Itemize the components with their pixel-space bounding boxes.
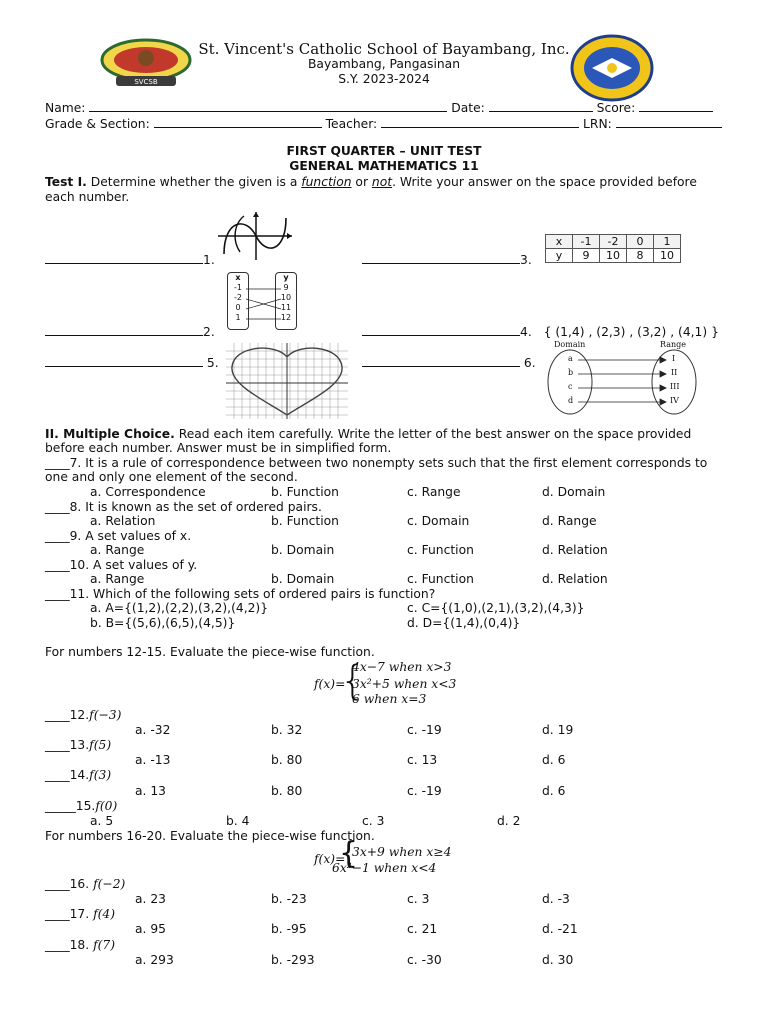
item1-graph <box>216 210 294 262</box>
item4-number: 4. <box>520 325 532 339</box>
q13-choice-d: d. 6 <box>542 753 566 767</box>
q7-text: ____7. It is a rule of correspondence between two nonempty sets such that the first element corresponds to <box>45 456 708 470</box>
pw2-case2: 6x²−1 when x<4 <box>332 861 437 875</box>
q12-f: f(−3) <box>89 708 122 722</box>
test2-instructions-line2: before each number. Answer must be in simplified form. <box>45 441 392 455</box>
q17-choice-b: b. -95 <box>271 922 307 936</box>
mapping-y-val: 10 <box>280 293 292 302</box>
item2-answer[interactable] <box>45 324 203 336</box>
school-year: S.Y. 2023-2024 <box>338 72 430 86</box>
lrn-label: LRN: <box>583 117 612 131</box>
score-label: Score: <box>596 101 636 115</box>
range-1: I <box>672 354 676 363</box>
test-subtitle: GENERAL MATHEMATICS 11 <box>289 159 479 173</box>
q14-text: ____14. <box>45 768 90 782</box>
q16-choice-a: a. 23 <box>135 892 167 906</box>
q12-choice-d: d. 19 <box>542 723 574 737</box>
test1-instructions <box>45 175 697 190</box>
mapping-x-head: x <box>235 273 241 282</box>
domain-a: a <box>568 354 573 363</box>
q18-choice-b: b. -293 <box>271 953 315 967</box>
q9-choice-a: a. Range <box>90 543 145 557</box>
q7-choice-c: c. Range <box>407 485 461 499</box>
mapping-y-head: y <box>283 273 289 282</box>
item4-row <box>362 324 719 340</box>
q12-choice-c: c. -19 <box>407 723 442 737</box>
school-location: Bayambang, Pangasinan <box>308 57 460 71</box>
name-field[interactable] <box>89 100 447 112</box>
mapping-x-val: -1 <box>234 283 242 292</box>
item1-answer[interactable] <box>45 252 203 264</box>
q17-f: f(4) <box>93 907 116 921</box>
table-row <box>546 235 681 249</box>
q15-label <box>45 799 117 814</box>
q12-choice-b: b. 32 <box>271 723 303 737</box>
test2-label: II. Multiple Choice. <box>45 427 175 441</box>
item4-set: { (1,4) , (2,3) , (3,2) , (4,1) } <box>543 325 719 339</box>
table-cell: 10 <box>654 249 681 263</box>
item5-answer[interactable] <box>45 355 203 367</box>
item6-row <box>362 355 536 371</box>
q18-choice-d: d. 30 <box>542 953 574 967</box>
range-label: Range <box>660 340 686 349</box>
item2-number: 2. <box>203 325 215 339</box>
q17-label <box>45 907 115 922</box>
q18-label <box>45 938 115 953</box>
table-cell: x <box>546 235 573 249</box>
q8-choice-d: d. Range <box>542 514 597 528</box>
pw2-fx: f(x)= <box>314 852 346 866</box>
item3-table <box>545 234 681 263</box>
pw1-intro: For numbers 12-15. Evaluate the piece-wise function. <box>45 645 375 659</box>
q16-text: ____16. <box>45 877 90 891</box>
q13-choice-a: a. -13 <box>135 753 171 767</box>
test1-instr-a: Determine whether the given is a <box>90 175 302 189</box>
q14-f: f(3) <box>89 768 112 782</box>
word-not: not <box>371 175 393 189</box>
mapping-x-val: 1 <box>235 313 241 322</box>
pw2-brace: { <box>339 836 359 871</box>
q16-f: f(−2) <box>93 877 126 891</box>
item5-heart-graph <box>226 343 348 419</box>
q11-choice-d: d. D={(1,4),(0,4)} <box>407 616 521 630</box>
q13-choice-c: c. 13 <box>407 753 438 767</box>
domain-d: d <box>568 396 574 405</box>
item6-number: 6. <box>523 356 536 370</box>
q15-f: f(0) <box>95 799 118 813</box>
name-row <box>45 100 713 116</box>
q16-choice-d: d. -3 <box>542 892 570 906</box>
pw2-intro: For numbers 16-20. Evaluate the piece-wise function. <box>45 829 375 843</box>
pw2-case1: 3x+9 when x≥4 <box>352 845 452 859</box>
item1-number: 1. <box>203 253 215 267</box>
mapping-x-val: 0 <box>235 303 241 312</box>
range-2: II <box>671 368 678 377</box>
q18-text: ____18. <box>45 938 90 952</box>
item2-row <box>45 324 215 340</box>
q12-label <box>45 708 121 723</box>
q15-text: _____15. <box>45 799 96 813</box>
table-cell: 0 <box>627 235 654 249</box>
q15-choice-b: b. 4 <box>226 814 250 828</box>
item5-row <box>45 355 219 371</box>
q10-choice-c: c. Function <box>407 572 474 586</box>
test1-instructions-line2: each number. <box>45 190 130 204</box>
q8-choice-c: c. Domain <box>407 514 470 528</box>
q13-choice-b: b. 80 <box>271 753 303 767</box>
q17-choice-c: c. 21 <box>407 922 438 936</box>
item4-answer[interactable] <box>362 324 520 336</box>
range-3: III <box>670 382 680 391</box>
date-field[interactable] <box>489 100 593 112</box>
item1-row <box>45 252 215 268</box>
item3-number: 3. <box>520 253 532 267</box>
q14-choice-c: c. -19 <box>407 784 442 798</box>
test2-instructions <box>45 427 691 442</box>
q10-text: ____10. A set values of y. <box>45 558 198 572</box>
q18-choice-a: a. 293 <box>135 953 174 967</box>
teacher-label: Teacher: <box>325 117 378 131</box>
q8-choice-a: a. Relation <box>90 514 156 528</box>
mapping-y-val: 12 <box>280 313 292 322</box>
item3-row <box>362 252 532 268</box>
q11-choice-c: c. C={(1,0),(2,1),(3,2),(4,3)} <box>407 601 585 615</box>
school-name: St. Vincent's Catholic School of Bayambang, Inc. <box>198 40 570 58</box>
table-cell: y <box>546 249 573 263</box>
q17-choice-d: d. -21 <box>542 922 578 936</box>
q13-f: f(5) <box>89 738 112 752</box>
word-function: function <box>301 175 352 189</box>
q13-text: ____13. <box>45 738 90 752</box>
q16-choice-c: c. 3 <box>407 892 430 906</box>
q7-choice-d: d. Domain <box>542 485 606 499</box>
table-cell: 8 <box>627 249 654 263</box>
item2-mapping <box>225 270 305 334</box>
q17-text: ____17. <box>45 907 90 921</box>
range-4: IV <box>670 396 679 405</box>
score-field[interactable] <box>639 100 713 112</box>
q14-choice-d: d. 6 <box>542 784 566 798</box>
test1-label: Test I. <box>45 175 87 189</box>
item6-mapping <box>542 340 702 416</box>
teacher-field[interactable] <box>381 116 579 128</box>
q7-choice-b: b. Function <box>271 485 339 499</box>
q11-text: ____11. Which of the following sets of ordered pairs is function? <box>45 587 436 601</box>
domain-c: c <box>568 382 573 391</box>
q10-choice-b: b. Domain <box>271 572 335 586</box>
test2-instr-a: Read each item carefully. Write the letter of the best answer on the space provided <box>174 427 692 441</box>
q15-choice-c: c. 3 <box>362 814 385 828</box>
q18-f: f(7) <box>93 938 116 952</box>
mapping-arrows <box>225 270 305 334</box>
grade-label: Grade & Section: <box>45 117 150 131</box>
q10-choice-a: a. Range <box>90 572 145 586</box>
q14-choice-a: a. 13 <box>135 784 167 798</box>
test1-instr-or: or <box>351 175 372 189</box>
table-row <box>546 249 681 263</box>
pw1-case3: 6 when x=3 <box>352 692 427 706</box>
pw1-fx: f(x)= <box>314 677 346 691</box>
q14-choice-b: b. 80 <box>271 784 303 798</box>
q9-text: ____9. A set values of x. <box>45 529 192 543</box>
q15-choice-a: a. 5 <box>90 814 114 828</box>
mapping-y-val: 9 <box>283 283 289 292</box>
test-title: FIRST QUARTER – UNIT TEST <box>286 144 482 158</box>
item3-answer[interactable] <box>362 252 520 264</box>
pw1-brace: { <box>340 658 366 704</box>
q8-choice-b: b. Function <box>271 514 339 528</box>
lrn-field[interactable] <box>616 116 722 128</box>
pw1-case1: 4x−7 when x>3 <box>352 660 452 674</box>
domain-label: Domain <box>554 340 586 349</box>
q9-choice-b: b. Domain <box>271 543 335 557</box>
domain-b: b <box>568 368 574 377</box>
q7-text2: one and only one element of the second. <box>45 470 298 484</box>
svg-text:SVCSB: SVCSB <box>134 78 158 86</box>
mapping-x-val: -2 <box>234 293 242 302</box>
table-cell: 10 <box>600 249 627 263</box>
item6-answer[interactable] <box>362 355 520 367</box>
q11-choice-b: b. B={(5,6),(6,5),(4,5)} <box>90 616 236 630</box>
q11-choice-a: a. A={(1,2),(2,2),(3,2),(4,2)} <box>90 601 269 615</box>
test1-instr-b: . Write your answer on the space provided before <box>392 175 697 189</box>
grade-row <box>45 116 722 132</box>
pw1-case2: 3x²+5 when x<3 <box>352 677 457 691</box>
q15-choice-d: d. 2 <box>497 814 521 828</box>
q17-choice-a: a. 95 <box>135 922 167 936</box>
name-label: Name: <box>45 101 86 115</box>
date-label: Date: <box>451 101 485 115</box>
q12-text: ____12. <box>45 708 90 722</box>
table-cell: 1 <box>654 235 681 249</box>
grade-field[interactable] <box>154 116 322 128</box>
item5-number: 5. <box>206 356 219 370</box>
q14-label <box>45 768 111 783</box>
q9-choice-c: c. Function <box>407 543 474 557</box>
q10-choice-d: d. Relation <box>542 572 608 586</box>
q13-label <box>45 738 111 753</box>
q9-choice-d: d. Relation <box>542 543 608 557</box>
q8-text: ____8. It is known as the set of ordered pairs. <box>45 500 322 514</box>
mapping-y-val: 11 <box>280 303 292 312</box>
q12-choice-a: a. -32 <box>135 723 171 737</box>
table-cell: 9 <box>573 249 600 263</box>
q16-label <box>45 877 125 892</box>
q7-choice-a: a. Correspondence <box>90 485 206 499</box>
q16-choice-b: b. -23 <box>271 892 307 906</box>
table-cell: -2 <box>600 235 627 249</box>
table-cell: -1 <box>573 235 600 249</box>
q18-choice-c: c. -30 <box>407 953 442 967</box>
